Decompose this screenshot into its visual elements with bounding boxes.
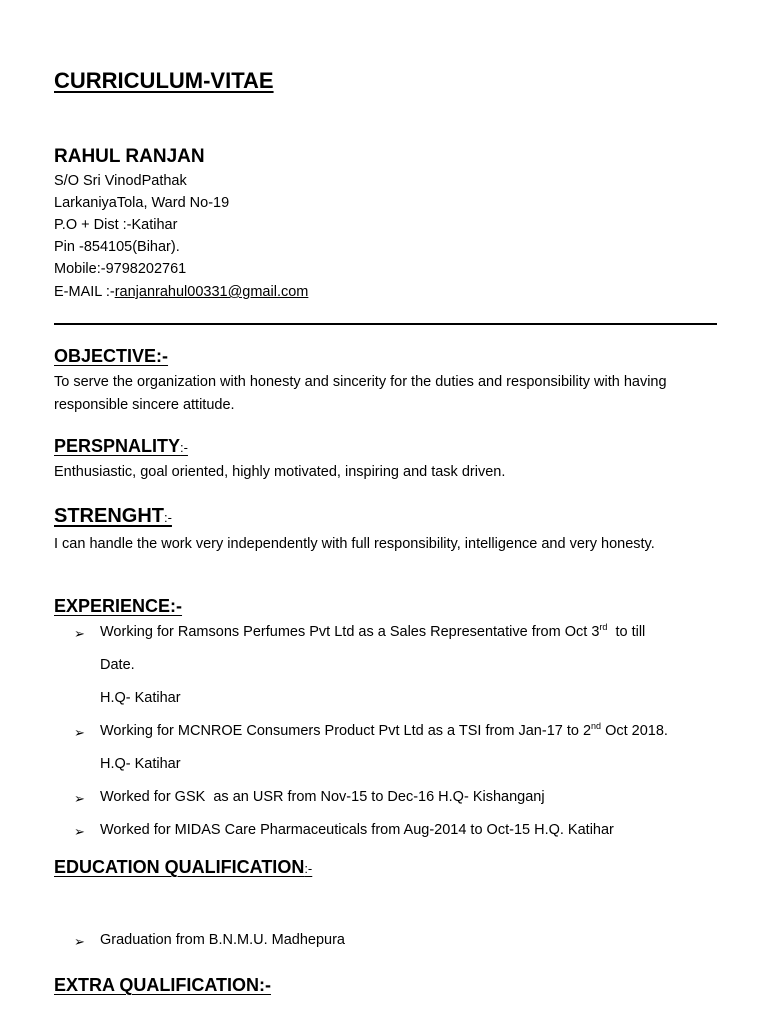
header-divider bbox=[54, 323, 717, 325]
father-name-line: S/O Sri VinodPathak bbox=[54, 173, 187, 189]
personality-text: Enthusiastic, goal oriented, highly motivated, inspiring and task driven. bbox=[54, 464, 506, 480]
education-heading-suffix: :- bbox=[304, 861, 313, 876]
education-item-1: Graduation from B.N.M.U. Madhepura bbox=[100, 932, 345, 948]
experience-heading: EXPERIENCE:- bbox=[54, 596, 183, 616]
strength-heading-text: STRENGHT bbox=[54, 505, 164, 527]
objective-text: To serve the organization with honesty and sincerity for the duties and responsibility with having responsible sincere attitude. bbox=[54, 374, 667, 413]
strength-heading-suffix: :- bbox=[164, 510, 172, 525]
bullet-icon: ➢ bbox=[74, 626, 85, 641]
strength-heading bbox=[54, 505, 172, 528]
personality-heading-text: PERSPNALITY bbox=[54, 436, 181, 456]
experience-item-1 bbox=[100, 624, 645, 640]
objective-heading bbox=[54, 346, 168, 367]
post-office-line: P.O + Dist :-Katihar bbox=[54, 217, 178, 233]
experience-item-2-text-end: Oct 2018. bbox=[601, 723, 668, 739]
education-heading-text: EDUCATION QUALIFICATION bbox=[54, 857, 305, 877]
education-heading bbox=[54, 857, 312, 878]
experience-item-1-sup: rd bbox=[599, 622, 608, 633]
experience-item-1-text-end: to till bbox=[607, 624, 646, 640]
experience-item-2-line2: H.Q- Katihar bbox=[100, 756, 181, 772]
experience-item-2-text: Working for MCNROE Consumers Product Pvt Ltd as a TSI from Jan-17 to 2 bbox=[100, 723, 592, 739]
experience-item-2 bbox=[100, 723, 668, 739]
experience-item-3: Worked for GSK as an USR from Nov-15 to Dec-16 H.Q- Kishanganj bbox=[100, 789, 545, 805]
address-line: LarkaniyaTola, Ward No-19 bbox=[54, 195, 230, 211]
email-line bbox=[54, 284, 308, 300]
experience-item-1-text: Working for Ramsons Perfumes Pvt Ltd as a Sales Representative from Oct 3 bbox=[100, 624, 600, 640]
email-link[interactable]: ranjanrahul00331@gmail.com bbox=[114, 284, 309, 300]
bullet-icon: ➢ bbox=[74, 824, 85, 839]
bullet-icon: ➢ bbox=[74, 725, 85, 740]
objective-heading-suffix: :- bbox=[156, 346, 169, 366]
experience-item-1-line2: Date. bbox=[100, 657, 135, 673]
objective-heading-text: OBJECTIVE bbox=[54, 346, 157, 366]
experience-item-2-sup: nd bbox=[591, 721, 602, 732]
personality-heading bbox=[54, 436, 188, 457]
experience-item-1-line3: H.Q- Katihar bbox=[100, 690, 181, 706]
strength-text: I can handle the work very independently with full responsibility, intelligence and very honesty. bbox=[54, 536, 655, 552]
personality-heading-suffix: :- bbox=[180, 440, 188, 455]
candidate-name: RAHUL RANJAN bbox=[54, 146, 205, 167]
email-label: E-MAIL :- bbox=[54, 284, 115, 300]
bullet-icon: ➢ bbox=[74, 791, 85, 806]
document-title: CURRICULUM-VITAE bbox=[54, 68, 274, 93]
experience-item-4: Worked for MIDAS Care Pharmaceuticals from Aug-2014 to Oct-15 H.Q. Katihar bbox=[100, 822, 614, 838]
bullet-icon: ➢ bbox=[74, 934, 85, 949]
pin-line: Pin -854105(Bihar). bbox=[54, 239, 180, 255]
mobile-line: Mobile:-9798202761 bbox=[54, 261, 187, 277]
extra-qualification-heading: EXTRA QUALIFICATION:- bbox=[54, 975, 271, 995]
